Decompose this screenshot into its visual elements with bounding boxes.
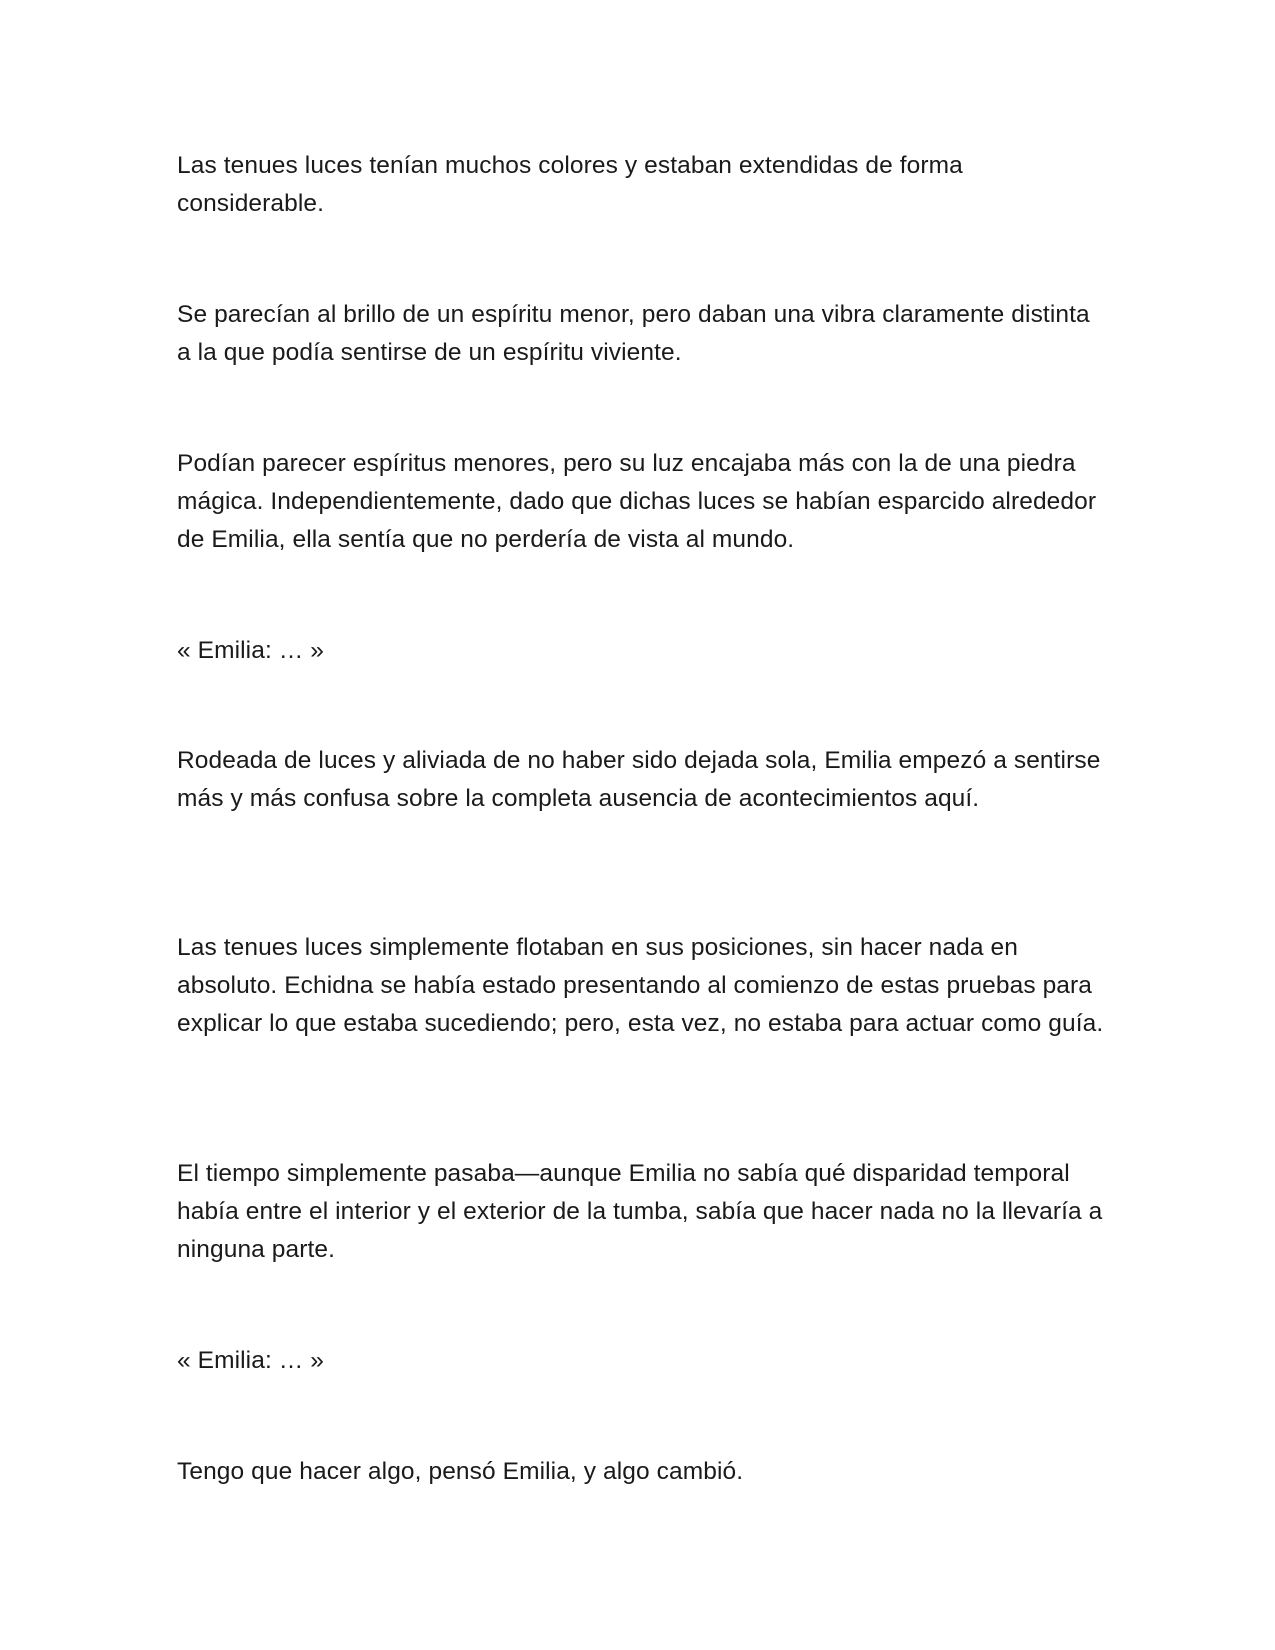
paragraph-4: Rodeada de luces y aliviada de no haber sido dejada sola, Emilia empezó a sentirse más y más confusa sobre la completa ausencia de acontecimientos aquí. [177, 747, 1101, 812]
dialogue-line-1: « Emilia: … » [177, 637, 324, 664]
dialogue-line-2: « Emilia: … » [177, 1347, 324, 1374]
paragraph-6: El tiempo simplemente pasaba—aunque Emilia no sabía qué disparidad temporal había entre el interior y el exterior de la tumba, sabía que hacer nada no la llevaría a ninguna parte. [177, 1160, 1103, 1263]
paragraph-1: Las tenues luces tenían muchos colores y estaban extendidas de forma considerable. [177, 152, 963, 217]
paragraph-5: Las tenues luces simplemente flotaban en sus posiciones, sin hacer nada en absoluto. Echidna se había estado presentando al comienzo de estas pruebas para explicar lo que estaba sucediendo; pero, esta vez, no estaba para actuar como guía. [177, 934, 1104, 1037]
paragraph-2: Se parecían al brillo de un espíritu menor, pero daban una vibra claramente distinta a la que podía sentirse de un espíritu viviente. [177, 301, 1090, 366]
paragraph-7: Tengo que hacer algo, pensó Emilia, y algo cambió. [177, 1458, 744, 1485]
paragraph-3: Podían parecer espíritus menores, pero su luz encajaba más con la de una piedra mágica. Independientemente, dado que dichas luces se habían esparcido alrededor de Emilia, ella sentía que no perdería de vista al mundo. [177, 450, 1097, 553]
